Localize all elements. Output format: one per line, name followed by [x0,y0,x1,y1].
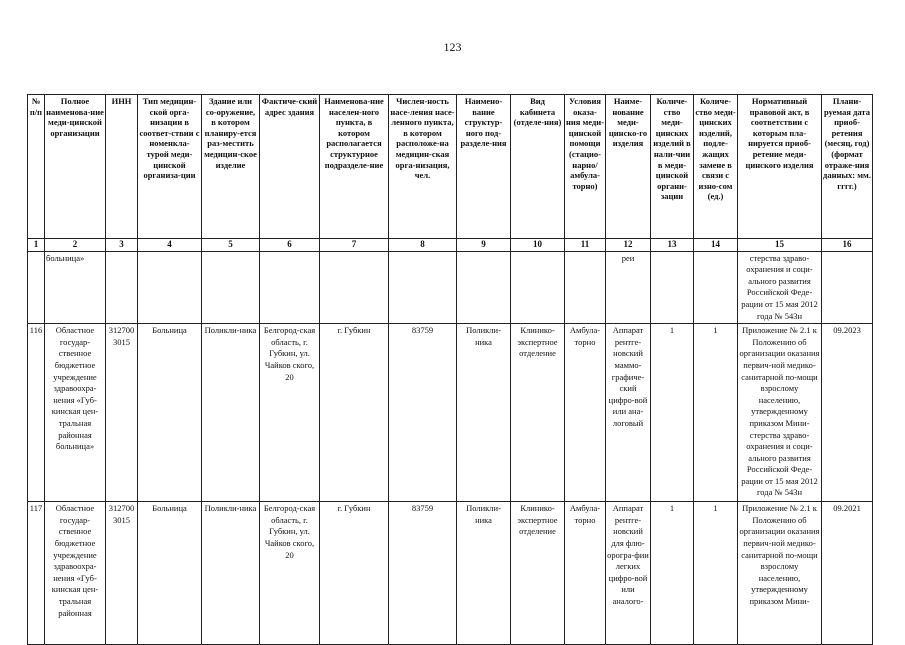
column-number: 6 [260,239,320,252]
column-number: 10 [511,239,565,252]
device-name-cell: реи [606,251,651,324]
cabinet-cell: Клинико-экспертное отделение [511,502,565,645]
table-cell [202,251,260,324]
table-cell [28,251,45,324]
table-cell [565,251,606,324]
header-cell: Вид кабинета (отделе-ния) [511,95,565,239]
table-cell [106,251,138,324]
qty-replace-cell: 1 [694,502,738,645]
column-number: 2 [45,239,106,252]
org-type-cell: Больница [138,502,202,645]
column-number: 16 [822,239,873,252]
medical-equipment-table [27,94,873,645]
table-cell [651,251,694,324]
qty-available-cell: 1 [651,324,694,502]
header-cell: Тип медицин-ской орга-низации в соответ-ствии с номенкла-турой меди-цинской организа-ции [138,95,202,239]
header-cell: Количе-ство меди-цинских изделий в нали-чии в меди-цинской органи-зации [651,95,694,239]
legal-act-cell: стерства здраво-охранения и соци-ального развития Российской Феде-рации от 15 мая 2012 года № 543н [738,251,822,324]
conditions-cell: Амбула-торно [565,502,606,645]
header-cell: ИНН [106,95,138,239]
subdivision-cell: Поликли-ника [457,324,511,502]
qty-replace-cell: 1 [694,324,738,502]
org-name-cell: больница» [45,251,106,324]
column-number: 7 [320,239,389,252]
address-cell: Белгород-ская область, г. Губкин, ул. Чайков ского, 20 [260,502,320,645]
population-cell: 83759 [389,502,457,645]
column-number: 15 [738,239,822,252]
column-number: 12 [606,239,651,252]
row-number-cell: 116 [28,324,45,502]
qty-available-cell: 1 [651,502,694,645]
table-cell [320,251,389,324]
header-cell: Плани-руемая дата приоб-ретения (месяц, год) (формат отраже-ния данных: мм. гггг.) [822,95,873,239]
legal-act-cell: Приложение № 2.1 к Положению об организации оказания первич-ной медико-санитарной по-мощи взрослому населению, утвержденному приказом Мини- [738,502,822,645]
table-cell [260,251,320,324]
header-cell: Наимено-вание структур-ного под-разделе-ния [457,95,511,239]
device-name-cell: Аппарат рентге-новский для флю-орогра-фии легких цифро-вой или аналого- [606,502,651,645]
cabinet-cell: Клинико-экспертное отделение [511,324,565,502]
settlement-cell: г. Губкин [320,324,389,502]
column-number: 13 [651,239,694,252]
population-cell: 83759 [389,324,457,502]
header-cell: Нормативный правовой акт, в соответствии с которым пла-нируется приоб-ретение меди-цинского изделия [738,95,822,239]
table-cell [511,251,565,324]
org-name-cell: Областное госудaр-ственное бюджетное учреждение здравоохра-нения «Губ-кинская цен-тральная районная больница» [45,324,106,502]
conditions-cell: Амбула-торно [565,324,606,502]
header-cell: Полное наименова-ние меди-цинской организации [45,95,106,239]
column-number: 8 [389,239,457,252]
table-cell [138,251,202,324]
table-cell [694,251,738,324]
column-number: 5 [202,239,260,252]
table-cell [389,251,457,324]
address-cell: Белгород-ская область, г. Губкин, ул. Чайков ского, 20 [260,324,320,502]
legal-act-cell: Приложение № 2.1 к Положению об организации оказания первич-ной медико-санитарной по-мощи взрослому населению, утвержденному приказом Мини-стерства здраво-охранения и соци-ального развития Российской Феде-рации от 15 мая 2012 года № 543н [738,324,822,502]
column-number: 14 [694,239,738,252]
building-cell: Поликли-ника [202,502,260,645]
device-name-cell: Аппарат рентге-новский маммо-графиче-ский цифро-вой или ана-логовый [606,324,651,502]
page-number: 123 [443,40,462,54]
header-cell: Условия оказа-ния меди-цинской помощи (стацио-нарно/ амбула-торно) [565,95,606,239]
table-cell [457,251,511,324]
table-row-continuation [28,251,873,324]
settlement-cell: г. Губкин [320,502,389,645]
column-number: 3 [106,239,138,252]
column-number: 9 [457,239,511,252]
building-cell: Поликли-ника [202,324,260,502]
column-number: 11 [565,239,606,252]
column-number: 4 [138,239,202,252]
header-cell: Количе-ство меди-цинских изделий, подле-жащих замене в связи с изно-сом (ед.) [694,95,738,239]
header-cell: Наиме-нование меди-цинско-го изделия [606,95,651,239]
purchase-date-cell: 09.2021 [822,502,873,645]
header-row [28,95,873,239]
header-cell: Фактиче-ский адрес здания [260,95,320,239]
header-cell: Здание или со-оружение, в котором планиру-ется раз-местить медицин-ское изделие [202,95,260,239]
row-number-cell: 117 [28,502,45,645]
column-number-row [28,239,873,252]
purchase-date-cell: 09.2023 [822,324,873,502]
column-number: 1 [28,239,45,252]
header-cell: Числен-ность насе-ления насе-ленного пункта, в котором расположе-на медицин-ская орга-низация, чел. [389,95,457,239]
table-row [28,324,873,502]
inn-cell: 312700 3015 [106,502,138,645]
header-cell: Наименова-ние населен-ного пункта, в котором располагается структурное подразделе-ние [320,95,389,239]
header-cell: № п/п [28,95,45,239]
table-cell [822,251,873,324]
inn-cell: 312700 3015 [106,324,138,502]
subdivision-cell: Поликли-ника [457,502,511,645]
table-row [28,502,873,645]
org-type-cell: Больница [138,324,202,502]
org-name-cell: Областное государ-ственное бюджетное учреждение здравоохра-нения «Губ-кинская цен-тральная районная [45,502,106,645]
